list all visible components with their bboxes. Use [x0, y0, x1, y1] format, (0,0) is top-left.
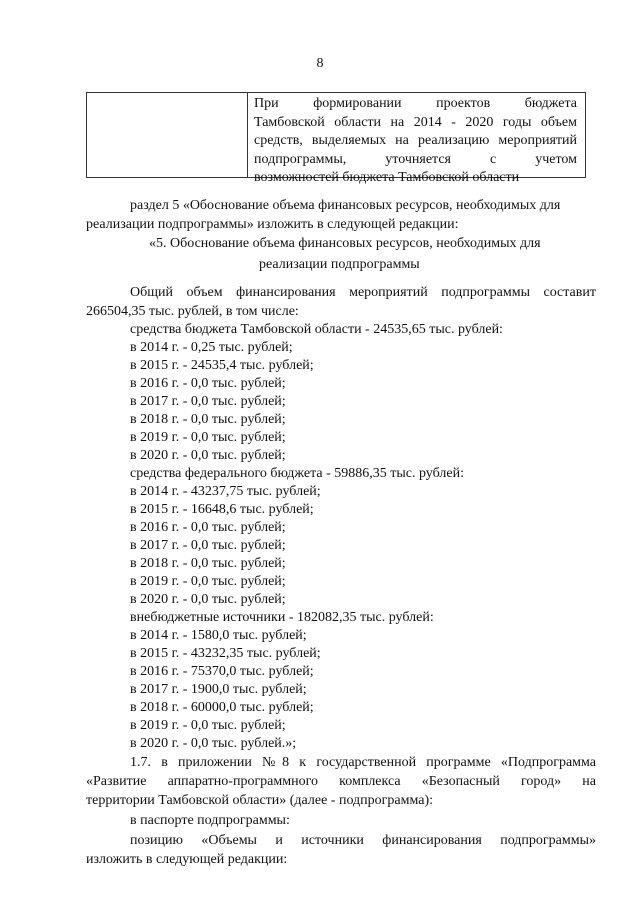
text-line: «Развитие аппаратно-программного комплекса «Безопасный город» на — [86, 774, 596, 789]
list-item: в 2017 г. - 0,0 тыс. рублей; — [130, 394, 286, 409]
list-item: в 2016 г. - 75370,0 тыс. рублей; — [130, 664, 314, 679]
text-line: средства бюджета Тамбовской области - 24535,65 тыс. рублей: — [130, 322, 503, 337]
table-line: средств, выделяемых на реализацию мероприятий — [254, 133, 577, 148]
text-line: реализации подпрограммы» изложить в следующей редакции: — [86, 217, 459, 232]
list-item: в 2019 г. - 0,0 тыс. рублей; — [130, 574, 286, 589]
table-line: При формировании проектов бюджета — [254, 96, 577, 111]
table-line: Тамбовской области на 2014 - 2020 годы объем — [254, 114, 577, 130]
text-line: внебюджетные источники - 182082,35 тыс. рублей: — [130, 610, 434, 625]
list-item: в 2019 г. - 0,0 тыс. рублей; — [130, 718, 286, 733]
list-item: в 2018 г. - 0,0 тыс. рублей; — [130, 556, 286, 571]
list-item: в 2015 г. - 24535,4 тыс. рублей; — [130, 358, 314, 373]
table-cell-text — [254, 95, 577, 188]
text-line: позицию «Объемы и источники финансирования подпрограммы» — [130, 833, 596, 848]
section-heading-line: реализации подпрограммы — [259, 257, 420, 272]
list-item: в 2017 г. - 0,0 тыс. рублей; — [130, 538, 286, 553]
list-item: в 2017 г. - 1900,0 тыс. рублей; — [130, 682, 307, 697]
list-item: в 2019 г. - 0,0 тыс. рублей; — [130, 430, 286, 445]
list-item: в 2020 г. - 0,0 тыс. рублей; — [130, 592, 286, 607]
text-line: в паспорте подпрограммы: — [130, 813, 290, 828]
page-number: 8 — [316, 56, 324, 71]
table-column-divider — [247, 93, 248, 177]
list-item: в 2014 г. - 1580,0 тыс. рублей; — [130, 628, 307, 643]
list-item: в 2020 г. - 0,0 тыс. рублей.»; — [130, 736, 297, 751]
list-item: в 2016 г. - 0,0 тыс. рублей; — [130, 376, 286, 391]
table-line: возможностей бюджета Тамбовской области — [254, 170, 520, 185]
list-item: в 2018 г. - 60000,0 тыс. рублей; — [130, 700, 314, 715]
text-line: территории Тамбовской области» (далее - подпрограмма): — [86, 793, 434, 808]
list-item: в 2020 г. - 0,0 тыс. рублей; — [130, 448, 286, 463]
funding-table — [86, 92, 586, 185]
text-line: 266504,35 тыс. рублей, в том числе: — [86, 304, 299, 319]
text-line: раздел 5 «Обоснование объема финансовых ресурсов, необходимых для — [130, 198, 561, 213]
list-item: в 2015 г. - 43232,35 тыс. рублей; — [130, 646, 321, 661]
list-item: в 2015 г. - 16648,6 тыс. рублей; — [130, 502, 314, 517]
text-line: 1.7. в приложении №8 к государственной программе «Подпрограмма — [130, 755, 596, 770]
table-line: подпрограммы, уточняется с учетом — [254, 151, 577, 167]
text-line: средства федерального бюджета - 59886,35 тыс. рублей: — [130, 466, 464, 481]
text-line: Общий объем финансирования мероприятий подпрограммы составит — [130, 285, 596, 300]
list-item: в 2018 г. - 0,0 тыс. рублей; — [130, 412, 286, 427]
section-heading-line: «5. Обоснование объема финансовых ресурсов, необходимых для — [149, 236, 541, 251]
text-line: изложить в следующей редакции: — [86, 852, 288, 867]
list-item: в 2014 г. - 43237,75 тыс. рублей; — [130, 484, 321, 499]
list-item: в 2014 г. - 0,25 тыс. рублей; — [130, 340, 293, 355]
list-item: в 2016 г. - 0,0 тыс. рублей; — [130, 520, 286, 535]
